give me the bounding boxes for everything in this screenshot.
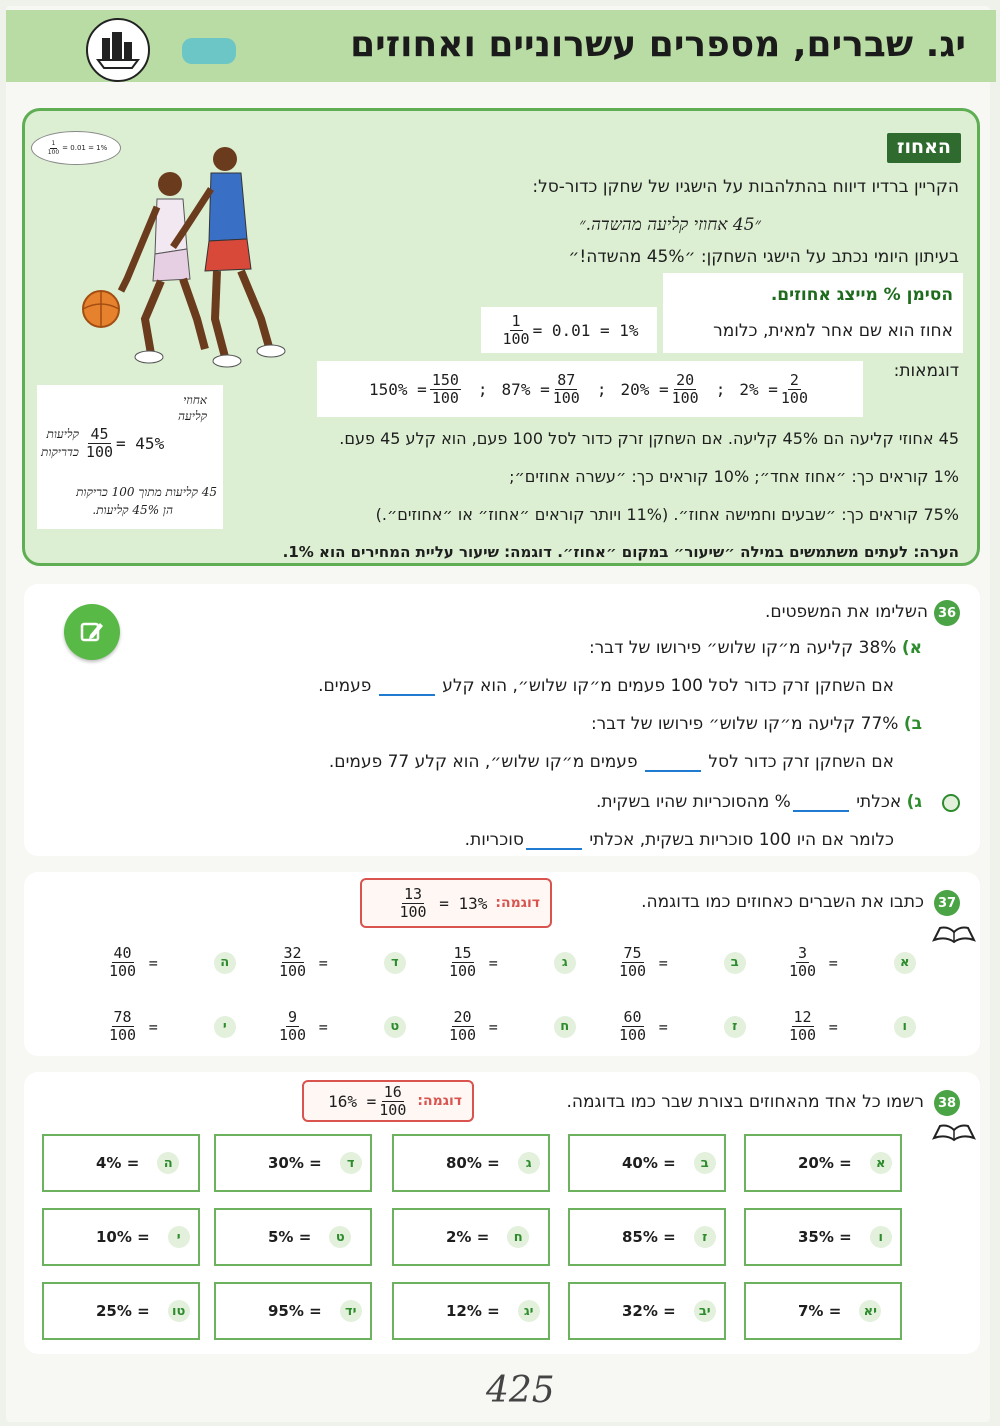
percent-answer-box[interactable] bbox=[392, 1134, 550, 1192]
item-letter: ו bbox=[894, 1016, 916, 1038]
target-icon bbox=[942, 794, 960, 812]
percent-label: 12% = bbox=[446, 1302, 500, 1320]
percent-label: 5% = bbox=[268, 1228, 312, 1246]
fraction-item: $\frac{9}{100}$ = ט bbox=[276, 1010, 406, 1043]
item-letter: ח bbox=[554, 1016, 576, 1038]
exercise-37-card bbox=[24, 872, 980, 1056]
side-example-box: אחוזי קליעה קליעות כדריקות $\frac{45}{100}$ = 45% 45 קליעות מתוך 100 כריקות הן 45% קליעות. bbox=[37, 385, 223, 529]
percent-answer-box[interactable] bbox=[42, 1134, 200, 1192]
part-a-prompt: א) 38% קליעה מ״קו שלוש״ פירושו של דבר: bbox=[588, 638, 922, 658]
part-b-sentence: אם השחקן זרק כדור לסל פעמים מ״קו שלוש״, הוא קלע 77 פעמים. bbox=[328, 752, 894, 772]
exercise-36-instruction: השלימו את המשפטים. bbox=[765, 602, 928, 622]
exercise-37-example: דוגמה: $\frac{13}{100}$ = 13% bbox=[360, 878, 552, 928]
percent-answer-box[interactable] bbox=[744, 1208, 902, 1266]
thought-bubble: $\frac{1}{100}$ = 0.01 = 1% bbox=[31, 131, 121, 165]
book-icon bbox=[932, 924, 976, 944]
percent-label: 30% = bbox=[268, 1154, 322, 1172]
item-letter: ג bbox=[554, 952, 576, 974]
examples-label: דוגמאות: bbox=[893, 361, 959, 381]
item-letter: ז bbox=[694, 1226, 716, 1248]
item-letter: יד bbox=[340, 1300, 362, 1322]
percent-answer-box[interactable] bbox=[214, 1282, 372, 1340]
percent-answer-box[interactable] bbox=[42, 1208, 200, 1266]
fraction-item: $\frac{12}{100}$ = ו bbox=[786, 1010, 916, 1043]
fraction-item: $\frac{32}{100}$ = ד bbox=[276, 946, 406, 979]
percent-label: 7% = bbox=[798, 1302, 842, 1320]
book-icon bbox=[932, 1122, 976, 1142]
exercise-38-card bbox=[24, 1072, 980, 1354]
item-letter: ט bbox=[384, 1016, 406, 1038]
basketball-players-illustration bbox=[65, 129, 315, 379]
intro-line-1: הקריין ברדיו דיווח בהתלהבות על הישגיו של שחקן כדור-סל: bbox=[532, 177, 959, 197]
examples-row: 150% = $\frac{150}{100}$ ; 87% = $\frac{87}{100}$ ; 20% = $\frac{20}{100}$ ; 2% = $\frac{2}{100}$ bbox=[317, 361, 863, 417]
fraction-item: $\frac{15}{100}$ = ג bbox=[446, 946, 576, 979]
part-c-blank-2[interactable] bbox=[526, 834, 582, 850]
item-letter: י bbox=[214, 1016, 236, 1038]
percent-answer-box[interactable] bbox=[214, 1134, 372, 1192]
percent-answer-box[interactable] bbox=[744, 1282, 902, 1340]
percent-label: 25% = bbox=[96, 1302, 150, 1320]
percent-label: 2% = bbox=[446, 1228, 490, 1246]
percent-answer-box[interactable] bbox=[214, 1208, 372, 1266]
exercise-36-card bbox=[24, 584, 980, 856]
item-letter: ה bbox=[214, 952, 236, 974]
percent-label: 4% = bbox=[96, 1154, 140, 1172]
fraction-item: $\frac{75}{100}$ = ב bbox=[616, 946, 746, 979]
definition-math: $\frac{1}{100}$ = 0.01 = 1% bbox=[481, 307, 657, 353]
item-letter: ב bbox=[724, 952, 746, 974]
percent-label: 32% = bbox=[622, 1302, 676, 1320]
item-letter: ב bbox=[694, 1152, 716, 1174]
definition-box bbox=[663, 273, 963, 353]
part-b-prompt: ב) 77% קליעה מ״קו שלוש״ פירושו של דבר: bbox=[590, 714, 922, 734]
exercise-37-instruction: כתבו את השברים כאחוזים כמו בדוגמה. bbox=[641, 892, 924, 912]
item-letter: ד bbox=[384, 952, 406, 974]
item-letter: א bbox=[894, 952, 916, 974]
item-letter: ז bbox=[724, 1016, 746, 1038]
percent-answer-box[interactable] bbox=[568, 1282, 726, 1340]
item-letter: יב bbox=[694, 1300, 716, 1322]
example-87: 87% = $\frac{87}{100}$ bbox=[501, 370, 580, 407]
line-75-percent: 75% קוראים כך: ״שבעים וחמישה אחוז״. (11% ויותר קוראים ״אחוז״ או ״אחוזים״.) bbox=[375, 505, 959, 524]
item-letter: טו bbox=[168, 1300, 190, 1322]
item-letter: ח bbox=[507, 1226, 529, 1248]
fraction-item: $\frac{3}{100}$ = א bbox=[786, 946, 916, 979]
part-c-prompt: ג) אכלתי % מהסוכריות שהיו בשקית. bbox=[596, 792, 922, 812]
item-letter: ד bbox=[340, 1152, 362, 1174]
example-2: 2% = $\frac{2}{100}$ bbox=[739, 370, 808, 407]
item-letter: יא bbox=[859, 1300, 881, 1322]
intro-line-2: ״45 אחוזי קליעה מהשדה.״ bbox=[579, 215, 761, 235]
percent-label: 20% = bbox=[798, 1154, 852, 1172]
percent-label: 40% = bbox=[622, 1154, 676, 1172]
exercise-38-example: דוגמה: 16% = $\frac{16}{100}$ bbox=[302, 1080, 474, 1122]
chapter-title: יג. שברים, מספרים עשרוניים ואחוזים bbox=[350, 24, 966, 65]
symbol-line: הסימן % מייצג אחוזים. bbox=[770, 285, 953, 305]
line-45-percent: 45 אחוזי קליעה הם 45% קליעה. אם השחקן זרק כדור לסל 100 פעם, הוא קלע 45 פעם. bbox=[339, 429, 959, 448]
definition-text: אחוז הוא שם אחר למאית, כלומר bbox=[713, 321, 953, 341]
note-line: הערה: לעתים משתמשים במילה ״שיעור״ במקום ״אחוז״. דוגמה: שיעור עליית המחירים הוא 1%. bbox=[282, 543, 959, 561]
exercise-number-badge: 37 bbox=[934, 890, 960, 916]
item-letter: ה bbox=[157, 1152, 179, 1174]
part-b-blank[interactable] bbox=[645, 756, 701, 772]
item-letter: א bbox=[870, 1152, 892, 1174]
city-logo-icon bbox=[86, 18, 150, 82]
fraction-item: $\frac{78}{100}$ = י bbox=[106, 1010, 236, 1043]
page-number: 425 bbox=[486, 1370, 555, 1411]
percent-label: 85% = bbox=[622, 1228, 676, 1246]
exercise-38-instruction: רשמו כל אחד מהאחוזים בצורת שבר כמו בדוגמה. bbox=[566, 1092, 924, 1112]
percent-label: 80% = bbox=[446, 1154, 500, 1172]
item-letter: יג bbox=[518, 1300, 540, 1322]
percent-label: 10% = bbox=[96, 1228, 150, 1246]
line-1-percent: 1% קוראים כך: ״אחוז אחד״; 10% קוראים כך: ״עשרה אחוזים״; bbox=[509, 467, 959, 486]
percent-answer-box[interactable] bbox=[392, 1282, 550, 1340]
percent-answer-box[interactable] bbox=[392, 1208, 550, 1266]
chapter-header bbox=[6, 10, 996, 82]
part-c-blank-1[interactable] bbox=[793, 796, 849, 812]
percent-answer-box[interactable] bbox=[42, 1282, 200, 1340]
fraction-item: $\frac{60}{100}$ = ז bbox=[616, 1010, 746, 1043]
item-letter: ג bbox=[518, 1152, 540, 1174]
pencil-edit-icon[interactable] bbox=[64, 604, 120, 660]
section-marker bbox=[182, 38, 236, 64]
item-letter: ו bbox=[870, 1226, 892, 1248]
exercise-number-badge: 38 bbox=[934, 1090, 960, 1116]
example-20: 20% = $\frac{20}{100}$ bbox=[620, 370, 699, 407]
part-a-blank[interactable] bbox=[379, 680, 435, 696]
intro-line-3: בעיתון היומי נכתב על הישגי השחקן: ״45% מהשדה!״ bbox=[568, 247, 959, 267]
percent-answer-box[interactable] bbox=[744, 1134, 902, 1192]
part-a-sentence: אם השחקן זרק כדור לסל 100 פעמים מ״קו שלוש״, הוא קלע פעמים. bbox=[318, 676, 894, 696]
example-150: 150% = $\frac{150}{100}$ bbox=[369, 370, 459, 407]
item-letter: ט bbox=[329, 1226, 351, 1248]
intro-title: האחוז bbox=[887, 133, 961, 163]
fraction-item: $\frac{40}{100}$ = ה bbox=[106, 946, 236, 979]
item-letter: י bbox=[168, 1226, 190, 1248]
percent-answer-box[interactable] bbox=[568, 1208, 726, 1266]
exercise-number-badge: 36 bbox=[934, 600, 960, 626]
percent-label: 95% = bbox=[268, 1302, 322, 1320]
part-c-sentence: כלומר אם היו 100 סוכריות בשקית, אכלתי סוכריות. bbox=[464, 830, 894, 850]
percent-answer-box[interactable] bbox=[568, 1134, 726, 1192]
intro-box bbox=[22, 108, 980, 566]
fraction-item: $\frac{20}{100}$ = ח bbox=[446, 1010, 576, 1043]
percent-label: 35% = bbox=[798, 1228, 852, 1246]
